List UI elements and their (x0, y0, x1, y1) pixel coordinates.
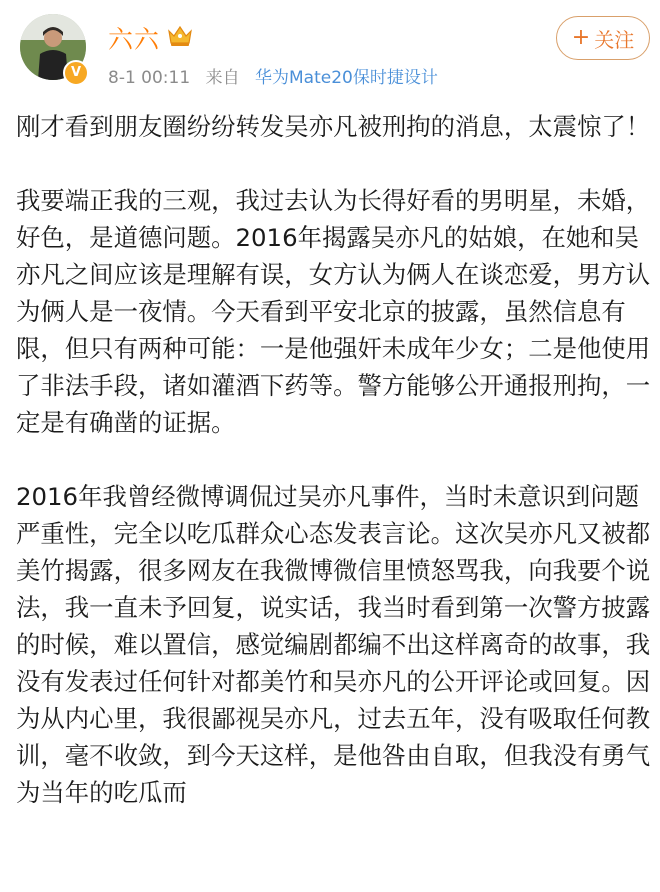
post-header (0, 0, 660, 100)
follow-button[interactable] (556, 16, 650, 60)
post-meta (108, 63, 438, 88)
verified-badge-icon: V (63, 60, 89, 86)
post-body (16, 108, 656, 848)
author-name[interactable]: 六六 (108, 25, 161, 54)
post-paragraph: 2016年我曾经微博调侃过吴亦凡事件，当时未意识到问题严重性，完全以吃瓜群众心态发表言论。这次吴亦凡又被都美竹揭露，很多网友在我微博微信里愤怒骂我，向我要个说法，我一直未予回复，说实话，我当时看到第一次警方披露的时候，难以置信，感觉编剧都编不出这样离奇的故事，我没有发表过任何针对都美竹和吴亦凡的公开评论或回复。因为从内心里，我很鄙视吴亦凡，过去五年，没有吸取任何教训，毫不收敛，到今天这样，是他咎由自取，但我没有勇气为当年的吃瓜而 (16, 482, 651, 807)
plus-icon: + (571, 25, 591, 50)
post-paragraph: 刚才看到朋友圈纷纷转发吴亦凡被刑拘的消息，太震惊了！ (16, 112, 651, 141)
post-device-link[interactable]: 华为Mate20保时捷设计 (254, 68, 438, 88)
crown-icon (166, 21, 194, 49)
post-paragraph: 我要端正我的三观，我过去认为长得好看的男明星，未婚，好色，是道德问题。2016年揭露吴亦凡的姑娘，在她和吴亦凡之间应该是理解有误，女方认为俩人在谈恋爱，男方认为俩人是一夜情。今天看到平安北京的披露，虽然信息有限，但只有两种可能：一是他强奸未成年少女；二是他使用了非法手段，诸如灌酒下药等。警方能够公开通报刑拘，一定是有确凿的证据。 (16, 186, 651, 437)
post-time: 8-1 00:11 (108, 68, 191, 88)
follow-label: 关注 (594, 27, 635, 52)
post-source-prefix: 来自 (205, 68, 240, 88)
